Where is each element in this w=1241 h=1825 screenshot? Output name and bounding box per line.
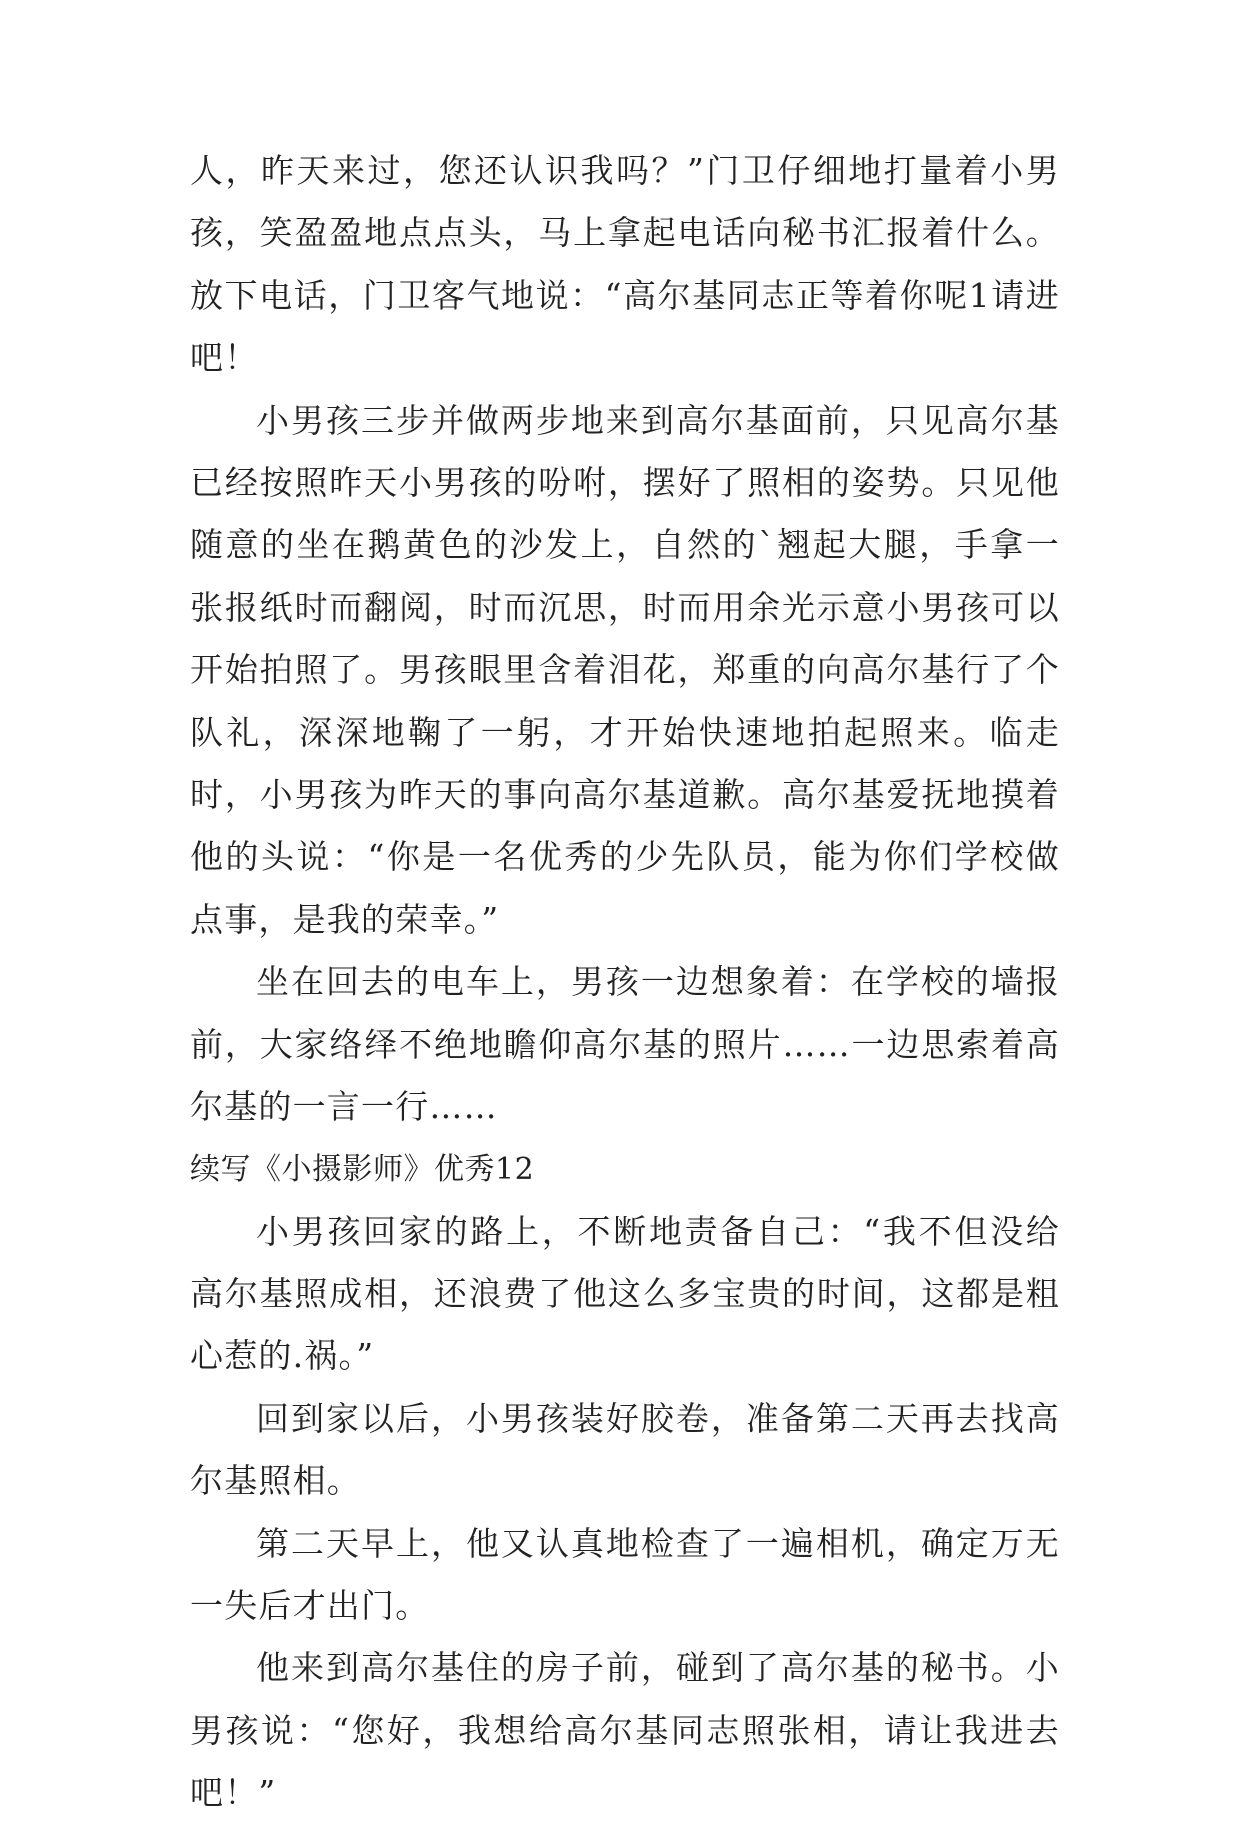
paragraph-meets-secretary: 他来到高尔基住的房子前，碰到了高尔基的秘书。小男孩说：“您好，我想给高尔基同志照张相，请让我进去吧！” <box>190 1648 1060 1813</box>
paragraph-continued: 人，昨天来过，您还认识我吗？”门卫仔细地打量着小男孩，笑盈盈地点点头，马上拿起电话向秘书汇报着什么。放下电话，门卫客气地说：“高尔基同志正等着你呢1请进吧！ <box>190 151 1060 378</box>
paragraph-way-home: 小男孩回家的路上，不断地责备自己：“我不但没给高尔基照成相，还浪费了他这么多宝贵的时间，这都是粗心惹的.祸。” <box>190 1211 1060 1376</box>
paragraph-next-morning: 第二天早上，他又认真地检查了一遍相机，确定万无一失后才出门。 <box>190 1523 1060 1625</box>
paragraph-tram-ride: 坐在回去的电车上，男孩一边想象着：在学校的墙报前，大家络绎不绝地瞻仰高尔基的照片……一边思索着高尔基的一言一行…… <box>190 962 1060 1127</box>
section-title: 续写《小摄影师》优秀12 <box>190 1151 535 1187</box>
paragraph-film-loaded: 回到家以后，小男孩装好胶卷，准备第二天再去找高尔基照相。 <box>190 1398 1060 1501</box>
paragraph-photo-session: 小男孩三步并做两步地来到高尔基面前，只见高尔基已经按照昨天小男孩的吩咐，摆好了照相的姿势。只见他随意的坐在鹅黄色的沙发上，自然的`翘起大腿，手拿一张报纸时而翻阅，时而沉思，时而用余光示意小男孩可以开始拍照了。男孩眼里含着泪花，郑重的向高尔基行了个队礼，深深地鞠了一躬，才开始快速地拍起照来。临走时，小男孩为昨天的事向高尔基道歉。高尔基爱抚地摸着他的头说：“你是一名优秀的少先队员，能为你们学校做点事，是我的荣幸。” <box>190 400 1060 939</box>
document-page <box>190 140 1060 1825</box>
